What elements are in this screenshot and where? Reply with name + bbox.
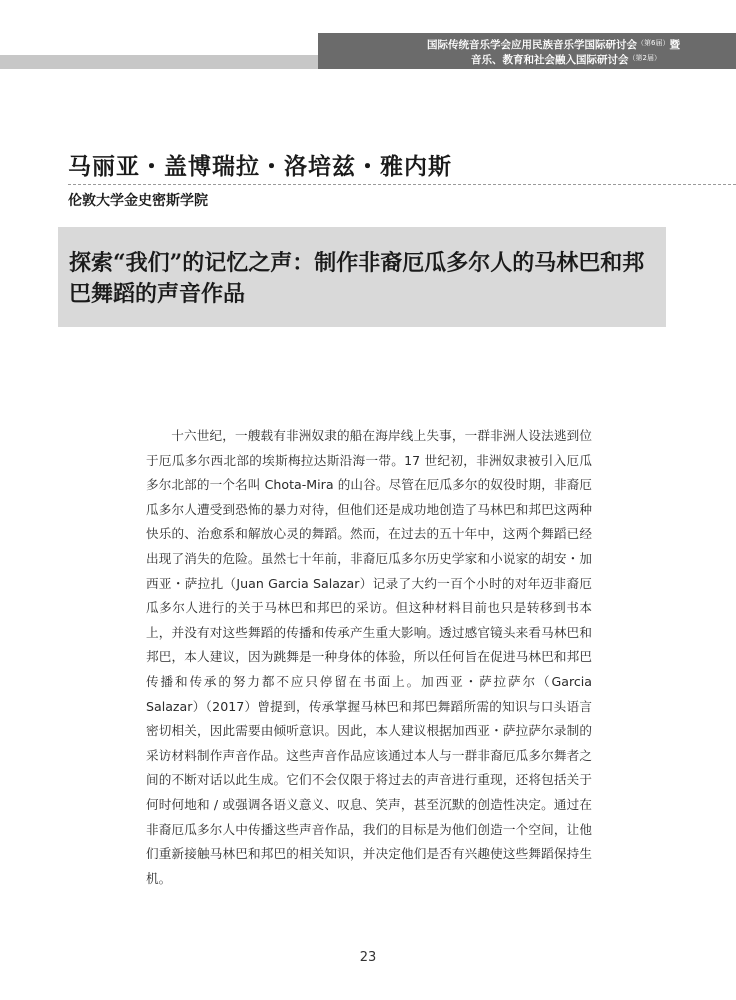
- running-header-line-1: 国际传统音乐学会应用民族音乐学国际研讨会$^{(第6届)}$暨: [427, 39, 680, 51]
- abstract-paragraph: 十六世纪，一艘载有非洲奴隶的船在海岸线上失事，一群非洲人设法逃到位于厄瓜多尔西北部的埃斯梅拉达斯沿海一带。17 世纪初，非洲奴隶被引入厄瓜多尔北部的一个名叫 Chota-Mira 的山谷。尽管在厄瓜多尔的奴役时期，非裔厄瓜多尔人遭受到恐怖的暴力对待，但他们还是成功地创造了马林巴和邦巴这两种快乐的、治愈系和解放心灵的舞蹈。然而，在过去的五十年中，这两个舞蹈已经出现了消失的危险。虽然七十年前，非裔厄瓜多尔历史学家和小说家的胡安・加西亚・萨拉扎（Juan Garcia Salazar）记录了大约一百个小时的对年迈非裔厄瓜多尔人进行的关于马林巴和邦巴的采访。但这种材料目前也只是转移到书本上，并没有对这些舞蹈的传播和传承产生重大影响。透过感官镜头来看马林巴和邦巴，本人建议，因为跳舞是一种身体的体验，所以任何旨在促进马林巴和邦巴传播和传承的努力都不应只停留在书面上。加西亚・萨拉萨尔（Garcia Salazar）（2017）曾提到，传承掌握马林巴和邦巴舞蹈所需的知识与口头语言密切相关，因此需要由倾听意识。因此，本人建议根据加西亚・萨拉萨尔录制的采访材料制作声音作品。这些声音作品应该通过本人与一群非裔厄瓜多尔舞者之间的不断对话以此生成。它们不会仅限于将过去的声音进行重现，还将包括关于何时何地和 / 或强调各语义意义、叹息、笑声，甚至沉默的创造性决定。通过在非裔厄瓜多尔人中传播这些声音作品，我们的目标是为他们创造一个空间，让他们重新接触马林巴和邦巴的相关知识，并决定他们是否有兴趣使这些舞蹈保持生机。: [146, 428, 592, 886]
- running-header: [427, 37, 680, 67]
- header-light-bar: [0, 55, 366, 69]
- author-name: 马丽亚・盖博瑞拉・洛培兹・雅内斯: [68, 153, 452, 180]
- article-title: 探索“我们”的记忆之声：制作非裔厄瓜多尔人的马林巴和邦巴舞蹈的声音作品: [69, 250, 645, 307]
- page-number: 23: [359, 950, 377, 965]
- author-affiliation: 伦敦大学金史密斯学院: [68, 193, 208, 209]
- running-header-line-2: 音乐、教育和社会融入国际研讨会$^{(第2届)}$: [471, 54, 661, 66]
- author-divider: [68, 184, 736, 185]
- title-box: [58, 227, 666, 327]
